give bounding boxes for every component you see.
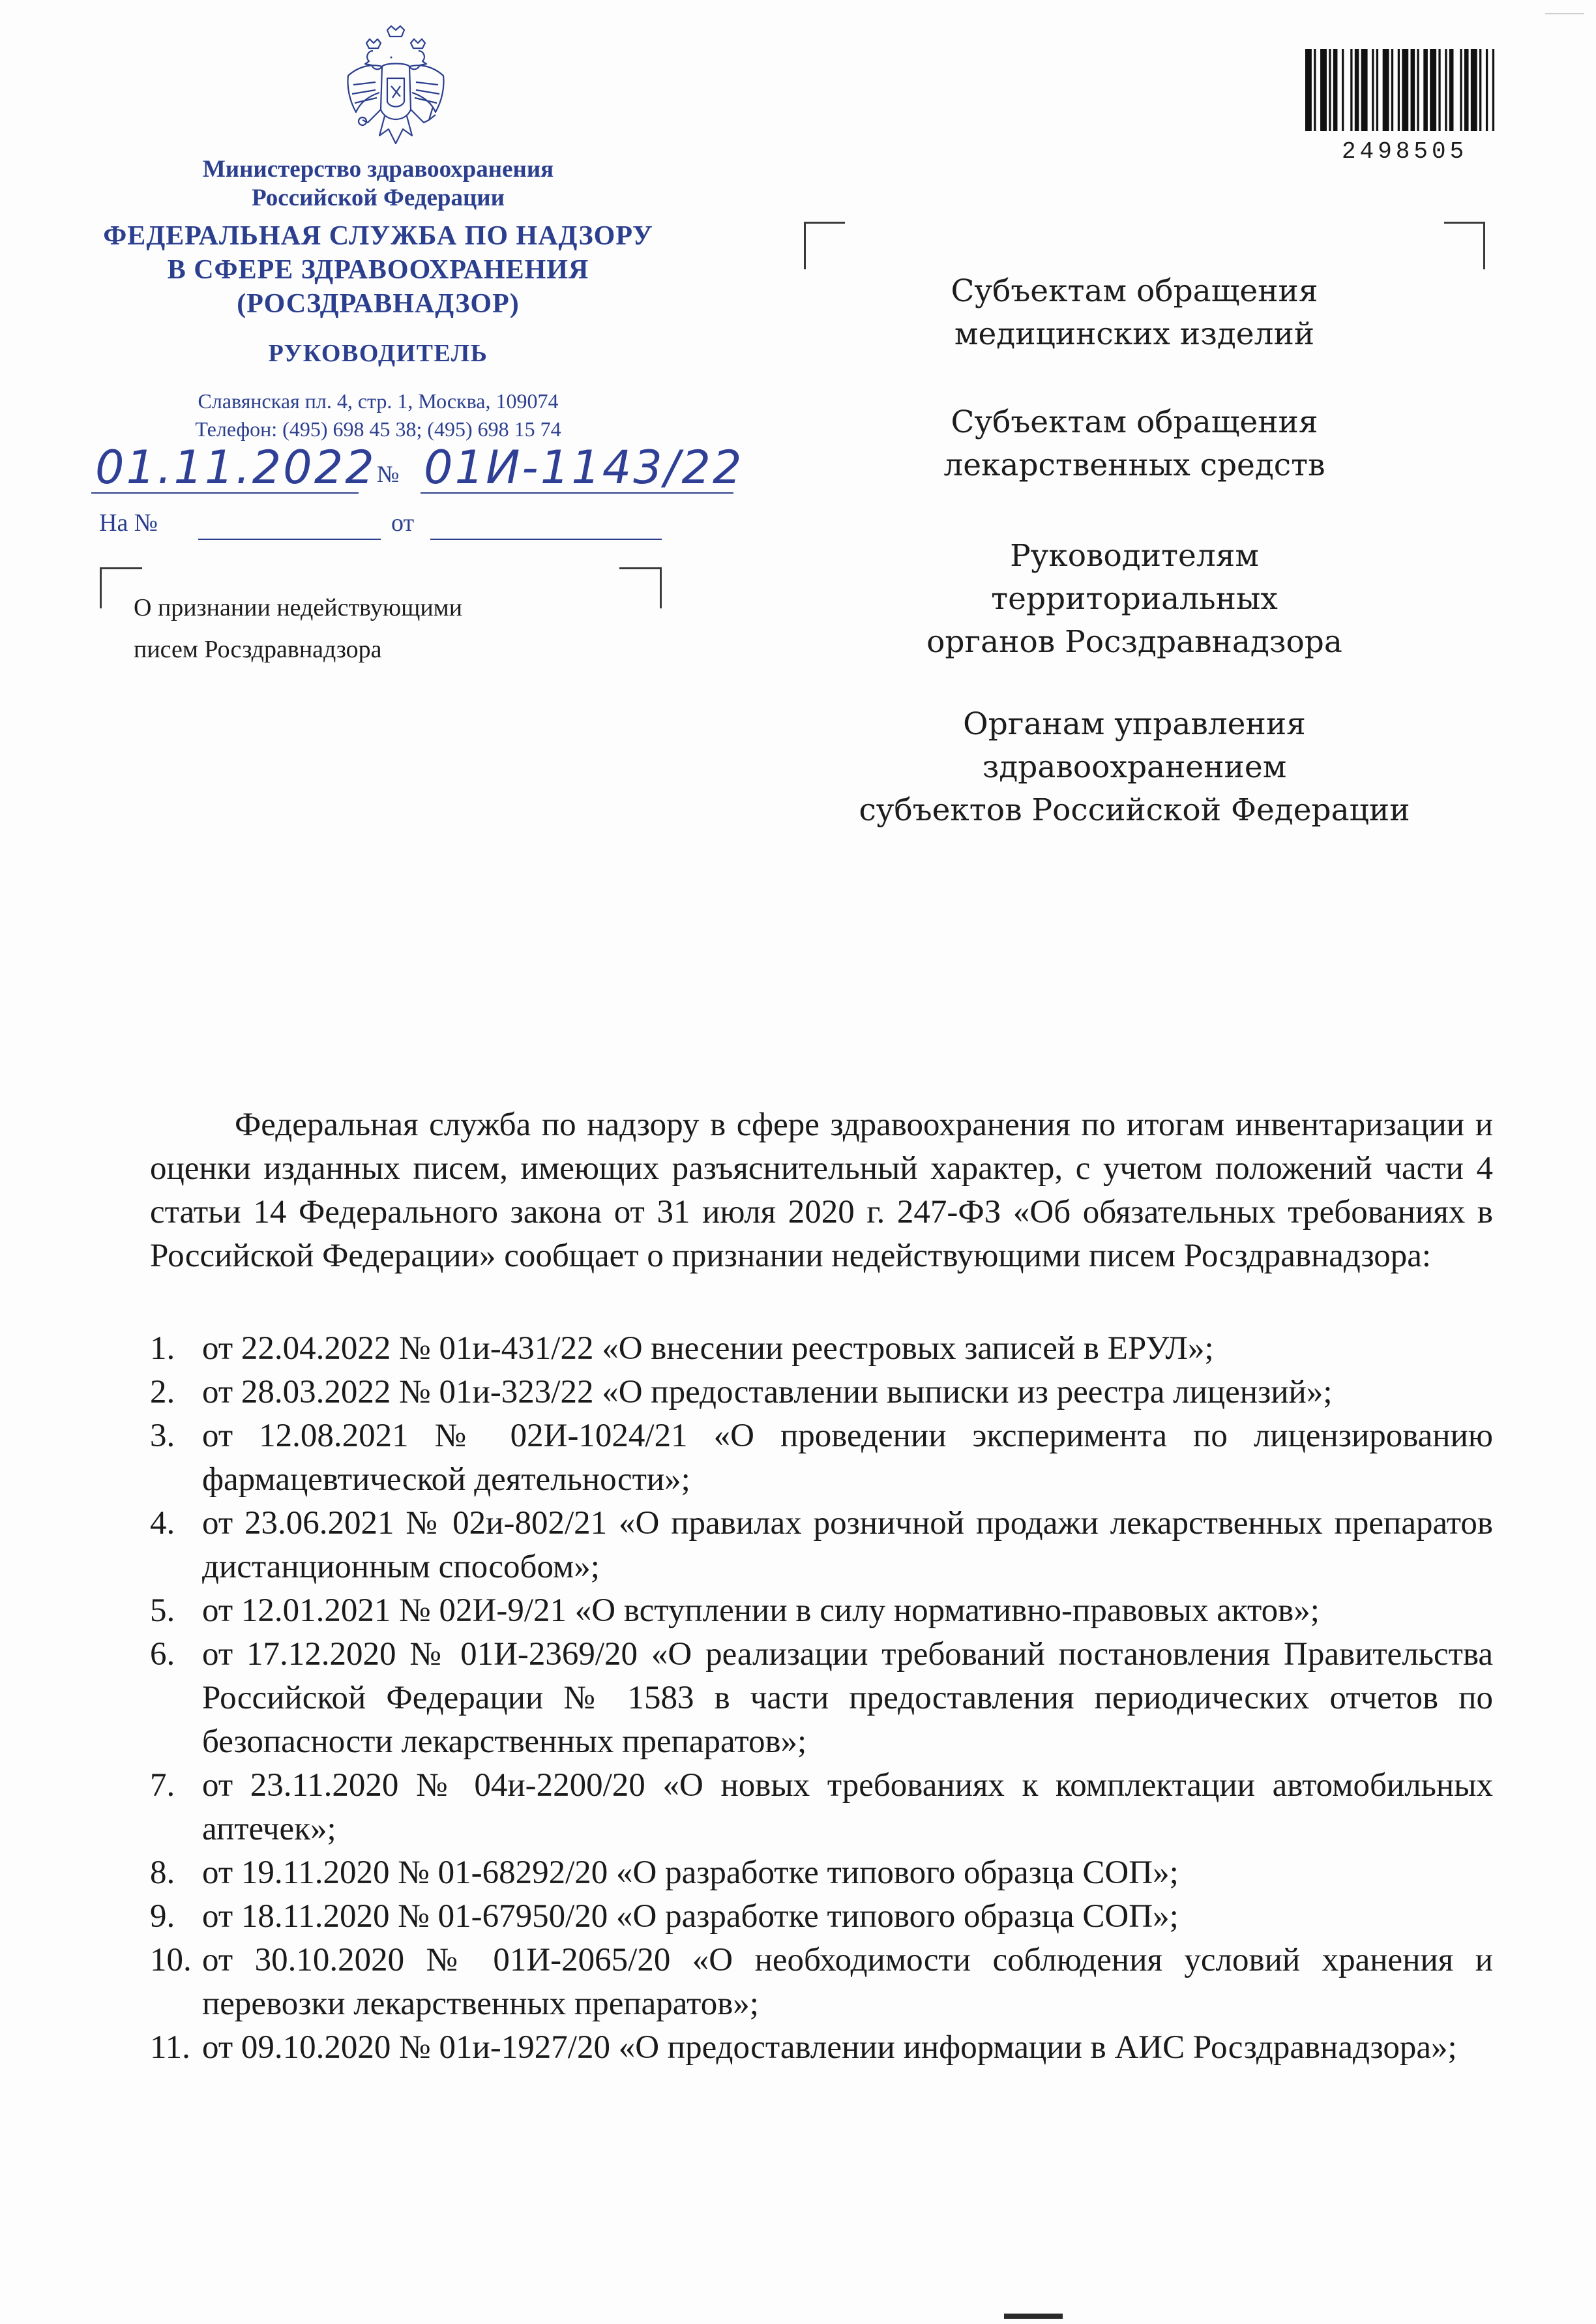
registration-number: 01И-1143/22 [424,441,744,494]
barcode-bar [1314,49,1316,131]
item-number: 10. [150,1942,192,1978]
list-item [150,1633,1493,1764]
barcode-bar [1383,49,1389,131]
item-text: от 28.03.2022 № 01и-323/22 «О предоставлении выписки из реестра лицензий»; [202,1374,1333,1410]
barcode-bar [1411,49,1415,131]
addressee-1 [841,270,1428,356]
scan-artifact [1545,13,1584,14]
service-line-2: В СФЕРЕ ЗДРАВООХРАНЕНИЯ [167,255,589,285]
addressee-1-line-2: медицинских изделий [954,316,1315,352]
addressee-bracket-right [1444,222,1485,269]
addressee-4-line-1: Органам управления [963,706,1306,742]
item-number: 5. [150,1592,175,1629]
list-item [150,1589,1493,1633]
item-number: 1. [150,1330,175,1367]
service-line-1: ФЕДЕРАЛЬНАЯ СЛУЖБА ПО НАДЗОРУ [103,221,653,251]
list-item [150,1371,1493,1414]
barcode-bar [1391,49,1393,131]
subject-line-1: О признании недействующими [134,594,463,621]
list-item [150,1502,1493,1589]
addressee-3-line-2: территориальных [991,581,1278,617]
barcode-bar [1342,49,1344,131]
list-item [150,1414,1493,1502]
ministry-line-2: Российской Федерации [252,185,505,211]
item-text: от 19.11.2020 № 01-68292/20 «О разработке типового образца СОП»; [202,1855,1179,1891]
barcode-bar [1449,49,1454,131]
item-text: от 17.12.2020 № 01И-2369/20 «О реализации требований постановления Правительства Российской Федерации № 1583 в части предоставления периодических отчетов по безопасности лекарственных препаратов»; [202,1636,1493,1760]
list-item [150,1895,1493,1939]
coat-of-arms-emblem [334,25,458,158]
head-title: РУКОВОДИТЕЛЬ [268,340,488,367]
addressee-3-line-1: Руководителям [1010,538,1259,574]
barcode-bar [1464,49,1469,131]
reply-prefix: На № [99,509,158,537]
barcode-bar [1305,49,1312,131]
item-text: от 23.11.2020 № 04и-2200/20 «О новых требованиях к комплектации автомобильных аптечек»; [202,1767,1493,1847]
item-text: от 30.10.2020 № 01И-2065/20 «О необходимости соблюдения условий хранения и перевозки лекарственных препаратов»; [202,1942,1493,2022]
item-number: 4. [150,1505,175,1542]
barcode-bar [1372,49,1374,131]
addressee-3-line-3: органов Росздравнадзора [926,624,1342,660]
barcode-bar [1329,49,1331,131]
barcode-bar [1445,49,1447,131]
addressee-4-line-3: субъектов Российской Федерации [859,792,1410,828]
item-text: от 18.11.2020 № 01-67950/20 «О разработке типового образца СОП»; [202,1898,1179,1935]
date-underline [91,492,359,494]
barcode-bar [1430,49,1436,131]
addressee-1-line-1: Субъектам обращения [951,273,1318,309]
barcode-bar [1486,49,1488,131]
scan-artifact-bottom [1004,2314,1063,2319]
item-number: 2. [150,1374,175,1410]
service-name [91,219,665,321]
service-line-3: (РОСЗДРАВНАДЗОР) [237,289,520,319]
item-text: от 12.08.2021 № 02И-1024/21 «О проведении эксперимента по лицензированию фармацевтической деятельности»; [202,1418,1493,1498]
subject-bracket-right [619,567,662,608]
contact-block [91,387,665,443]
intro-paragraph: Федеральная служба по надзору в сфере здравоохранения по итогам инвентаризации и оценки изданных писем, имеющих разъяснительный характер, с учетом положений части 4 статьи 14 Федерального закона от 31 июля 2020 г. 247-ФЗ «Об обязательных требованиях в Российской Федерации» сообщает о признании недействующими писем Росздравнадзора: [150,1107,1493,1274]
addressee-3 [841,535,1428,664]
item-text: от 23.06.2021 № 02и-802/21 «О правилах розничной продажи лекарственных препаратов дистанционным способом»; [202,1505,1493,1585]
phone-line: Телефон: (495) 698 45 38; (495) 698 15 74 [195,417,561,441]
addressee-4 [841,703,1428,832]
item-number: 7. [150,1767,175,1804]
item-text: от 22.04.2022 № 01и-431/22 «О внесении реестровых записей в ЕРУЛ»; [202,1330,1214,1367]
barcode-bar [1402,49,1408,131]
addressee-2-line-1: Субъектам обращения [951,404,1318,440]
barcode-bar [1438,49,1440,131]
barcode-bar [1398,49,1400,131]
barcode-bar [1492,49,1494,131]
list-item [150,1851,1493,1895]
letter-subject [134,587,462,670]
ministry-line-1: Министерство здравоохранения [202,156,554,183]
barcode-bar [1320,49,1327,131]
item-text: от 09.10.2020 № 01и-1927/20 «О предоставлении информации в АИС Росздравнадзора»; [202,2029,1457,2066]
list-item [150,1764,1493,1851]
barcode-bar [1423,49,1428,131]
barcode-bar [1471,49,1477,131]
item-number: 11. [150,2029,190,2066]
number-underline [421,492,733,494]
item-number: 8. [150,1855,175,1891]
address-line: Славянская пл. 4, стр. 1, Москва, 109074 [198,389,559,413]
list-item [150,2026,1493,2070]
registration-date: 01.11.2022 [95,441,376,494]
item-text: от 12.01.2021 № 02И-9/21 «О вступлении в силу нормативно-правовых актов»; [202,1592,1320,1629]
item-number: 9. [150,1898,175,1935]
revoked-letters-list [150,1327,1493,2070]
list-item [150,1939,1493,2026]
reply-number-line [198,539,381,540]
ministry-name [91,155,665,213]
barcode-bar [1417,49,1419,131]
barcode-bar [1376,49,1378,131]
barcode-bar [1355,49,1359,131]
reply-from: от [391,509,415,537]
barcode-bar [1361,49,1368,131]
item-number: 3. [150,1418,175,1454]
barcode-bar [1460,49,1462,131]
addressee-2 [841,401,1428,487]
addressee-bracket-left [804,222,845,269]
addressee-2-line-2: лекарственных средств [943,447,1325,483]
number-sign: № [377,461,400,487]
addressee-4-line-2: здравоохранением [982,749,1287,785]
item-number: 6. [150,1636,175,1673]
barcode-bar [1479,49,1481,131]
barcode-bar [1350,49,1352,131]
subject-line-2: писем Росздравнадзора [134,636,382,663]
reply-date-line [430,539,662,540]
barcode [1305,49,1501,131]
barcode-bar [1333,49,1338,131]
barcode-number: 2498505 [1342,138,1468,165]
list-item [150,1327,1493,1371]
